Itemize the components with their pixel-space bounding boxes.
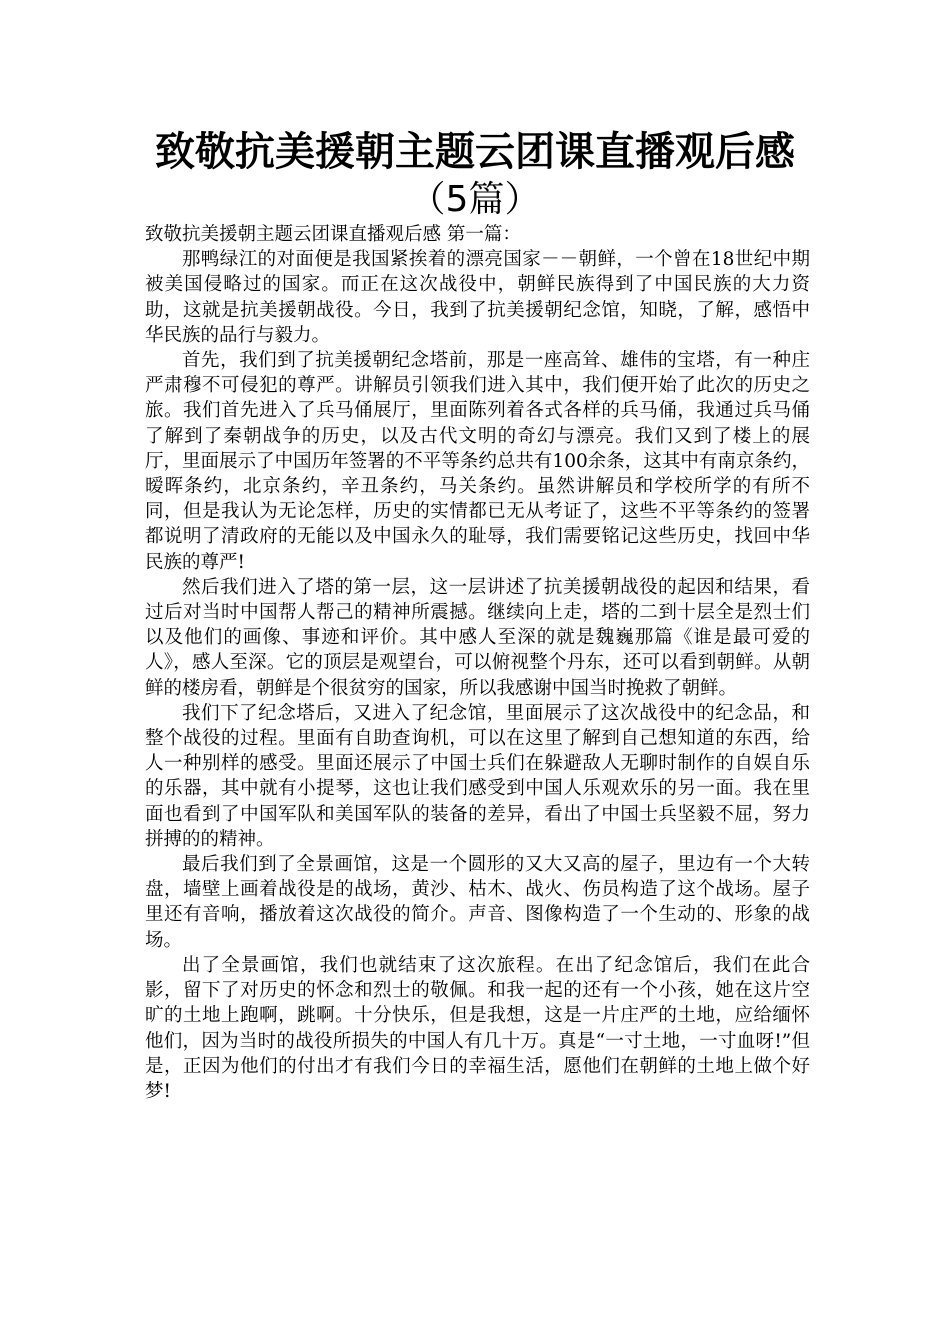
document-body [145,222,810,1104]
paragraph: 我们下了纪念塔后，又进入了纪念馆，里面展示了这次战役中的纪念品，和整个战役的过程。里面有自助查询机，可以在这里了解到自己想知道的东西，给人一种别样的感受。里面还展示了中国士兵们在躲避敌人无聊时制作的自娱自乐的乐器，其中就有小提琴，这也让我们感受到中国人乐观欢乐的另一面。我在里面也看到了中国军队和美国军队的装备的差异，看出了中国士兵坚毅不屈，努力拼搏的的精神。 [145,702,810,850]
paragraph: 出了全景画馆，我们也就结束了这次旅程。在出了纪念馆后，我们在此合影，留下了对历史的怀念和烈士的敬佩。和我一起的还有一个小孩，她在这片空旷的土地上跑啊，跳啊。十分快乐，但是我想，这是一片庄严的土地，应给缅怀他们，因为当时的战役所损失的中国人有几十万。真是“一寸土地，一寸血呀!”但是，正因为他们的付出才有我们今日的幸福生活，愿他们在朝鲜的土地上做个好梦! [145,954,810,1102]
document-title: 致敬抗美援朝主题云团课直播观后感 [155,129,795,175]
section-heading: 致敬抗美援朝主题云团课直播观后感 第一篇： [145,224,521,245]
paragraph: 首先，我们到了抗美援朝纪念塔前，那是一座高耸、雄伟的宝塔，有一种庄严肃穆不可侵犯的尊严。讲解员引领我们进入其中，我们便开始了此次的历史之旅。我们首先进入了兵马俑展厅，里面陈列着各式各样的兵马俑，我通过兵马俑了解到了秦朝战争的历史，以及古代文明的奇幻与漂亮。我们又到了楼上的展厅，里面展示了中国历年签署的不平等条约总共有100余条，这其中有南京条约，暧晖条约，北京条约，辛丑条约，马关条约。虽然讲解员和学校所学的有所不同，但是我认为无论怎样，历史的实情都已无从考证了，这些不平等条约的签署都说明了清政府的无能以及中国永久的耻辱，我们需要铭记这些历史，找回中华民族的尊严! [145,350,810,573]
paragraph: 然后我们进入了塔的第一层，这一层讲述了抗美援朝战役的起因和结果，看过后对当时中国帮人帮己的精神所震撼。继续向上走，塔的二到十层全是烈士们以及他们的画像、事迹和评价。其中感人至深的就是魏巍那篇《谁是最可爱的人》，感人至深。它的顶层是观望台，可以俯视整个丹东，还可以看到朝鲜。从朝鲜的楼房看，朝鲜是个很贫穷的国家，所以我感谢中国当时挽救了朝鲜。 [145,576,810,699]
document-subtitle: （5篇） [409,179,541,220]
paragraph: 最后我们到了全景画馆，这是一个圆形的又大又高的屋子，里边有一个大转盘，墙壁上画着战役是的战场，黄沙、枯木、战火、伤员构造了这个战场。屋子里还有音响，播放着这次战役的简介。声音、图像构造了一个生动的、形象的战场。 [145,854,810,951]
paragraph: 那鸭绿江的对面便是我国紧挨着的漂亮国家－－朝鲜，一个曾在18世纪中期被美国侵略过的国家。而正在这次战役中，朝鲜民族得到了中国民族的大力资助，这就是抗美援朝战役。今日，我到了抗美援朝纪念馆，知晓，了解，感悟中华民族的品行与毅力。 [145,249,810,346]
